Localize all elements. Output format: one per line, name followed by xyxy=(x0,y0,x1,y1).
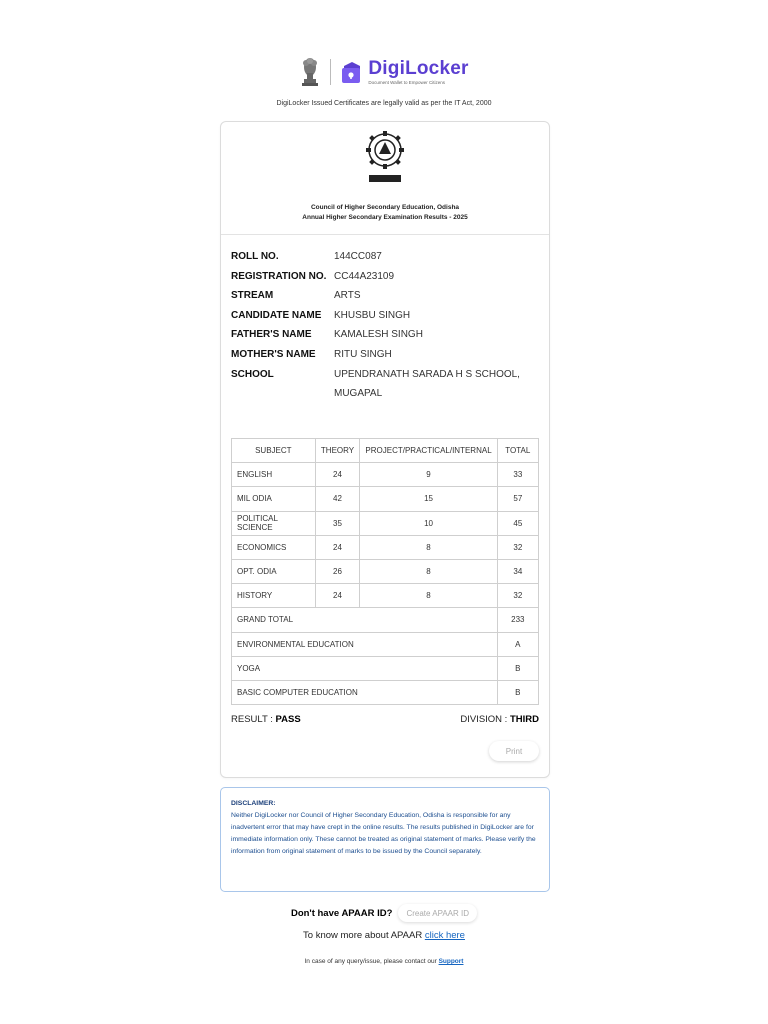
support-footer xyxy=(0,958,768,965)
info-label: SCHOOL xyxy=(231,368,274,380)
council-heading xyxy=(221,203,549,223)
apaar-question: Don't have APAAR ID? xyxy=(290,907,393,919)
grand-total-value: 233 xyxy=(497,608,538,632)
grade-subject: YOGA xyxy=(232,656,498,680)
grand-total-row xyxy=(232,608,539,632)
info-label: FATHER'S NAME xyxy=(231,329,312,341)
grade-value: B xyxy=(497,680,538,704)
theory-cell: 24 xyxy=(315,584,360,608)
internal-cell: 8 xyxy=(360,535,497,559)
disclaimer-text: Neither DigiLocker nor Council of Higher Secondary Education, Odisha is responsible for any inadvertent error that may have crept in the online results. The results published in DigiLocker are for immediate information only. These cannot be treated as original statement of marks. Please verify the information from original statement of marks to be issued by the Council separately. xyxy=(231,812,536,855)
grade-row xyxy=(232,632,539,656)
info-row-school xyxy=(231,365,541,404)
subject-cell: ENGLISH xyxy=(232,463,316,487)
table-row xyxy=(232,487,539,511)
council-seal-icon xyxy=(361,128,409,184)
table-row xyxy=(232,584,539,608)
total-cell: 32 xyxy=(497,584,538,608)
table-row xyxy=(232,535,539,559)
support-link[interactable]: Support xyxy=(438,958,464,965)
info-label: CANDIDATE NAME xyxy=(231,309,322,321)
info-label: REGISTRATION NO. xyxy=(231,270,327,282)
theory-cell: 24 xyxy=(315,463,360,487)
result-row xyxy=(231,714,539,725)
total-cell: 45 xyxy=(497,511,538,535)
info-label: MOTHER'S NAME xyxy=(231,348,316,360)
site-header xyxy=(0,54,768,90)
brand-tagline: Document Wallet to Empower Citizens xyxy=(368,79,446,85)
support-text: In case of any query/issue, please contact our xyxy=(304,958,437,965)
subject-cell: POLITICAL SCIENCE xyxy=(232,511,316,535)
info-value: CC44A23109 xyxy=(334,270,395,282)
marks-table xyxy=(231,438,539,705)
info-value: UPENDRANATH SARADA H S SCHOOL, MUGAPAL xyxy=(334,368,520,400)
info-label: ROLL NO. xyxy=(231,251,279,262)
column-header: SUBJECT xyxy=(232,439,316,463)
grade-value: B xyxy=(497,656,538,680)
card-header xyxy=(221,122,549,235)
division-label: DIVISION : xyxy=(460,714,508,725)
total-cell: 57 xyxy=(497,487,538,511)
info-row-father xyxy=(231,325,541,345)
grade-subject: ENVIRONMENTAL EDUCATION xyxy=(232,632,498,656)
subject-cell: HISTORY xyxy=(232,584,316,608)
national-emblem-icon xyxy=(299,55,321,89)
theory-cell: 26 xyxy=(315,559,360,583)
subject-cell: ECONOMICS xyxy=(232,535,316,559)
council-name: Council of Higher Secondary Education, Odisha xyxy=(310,204,460,211)
info-value: ARTS xyxy=(334,290,361,302)
apaar-click-here-link[interactable]: click here xyxy=(424,930,465,941)
column-header: THEORY xyxy=(315,439,360,463)
grand-total-label: GRAND TOTAL xyxy=(232,608,498,632)
column-header: TOTAL xyxy=(497,439,538,463)
info-row-registration xyxy=(231,267,541,287)
info-label: STREAM xyxy=(231,290,274,302)
info-value: 144CC087 xyxy=(334,251,382,262)
result-value: PASS xyxy=(275,714,301,725)
info-value: KHUSBU SINGH xyxy=(334,309,411,321)
grade-row xyxy=(232,656,539,680)
print-button[interactable]: Print xyxy=(489,741,539,761)
legal-notice: DigiLocker Issued Certificates are legally valid as per the IT Act, 2000 xyxy=(276,100,492,107)
total-cell: 32 xyxy=(497,535,538,559)
internal-cell: 15 xyxy=(360,487,497,511)
info-row-mother xyxy=(231,345,541,365)
apaar-info xyxy=(0,930,768,941)
internal-cell: 8 xyxy=(360,584,497,608)
apaar-prompt xyxy=(0,904,768,922)
theory-cell: 35 xyxy=(315,511,360,535)
info-row-candidate xyxy=(231,306,541,326)
total-cell: 34 xyxy=(497,559,538,583)
apaar-info-text: To know more about APAAR xyxy=(303,930,423,941)
disclaimer-heading: DISCLAIMER: xyxy=(231,800,276,807)
candidate-info xyxy=(231,247,541,404)
table-header-row xyxy=(232,439,539,463)
result xyxy=(231,714,301,725)
table-row xyxy=(232,463,539,487)
brand-name: DigiLocker xyxy=(368,57,469,79)
digilocker-logo-icon xyxy=(340,60,362,84)
logo-row xyxy=(0,54,768,90)
theory-cell: 24 xyxy=(315,535,360,559)
exam-title: Annual Higher Secondary Examination Results - 2025 xyxy=(302,214,468,221)
internal-cell: 8 xyxy=(360,559,497,583)
subject-cell: MIL ODIA xyxy=(232,487,316,511)
create-apaar-button[interactable]: Create APAAR ID xyxy=(398,904,477,922)
table-row xyxy=(232,559,539,583)
info-row-roll xyxy=(231,247,541,267)
column-header: PROJECT/PRACTICAL/INTERNAL xyxy=(360,439,497,463)
grade-value: A xyxy=(497,632,538,656)
info-value: RITU SINGH xyxy=(334,348,392,360)
result-card xyxy=(220,121,550,778)
grade-subject: BASIC COMPUTER EDUCATION xyxy=(232,680,498,704)
disclaimer-box xyxy=(220,787,550,892)
theory-cell: 42 xyxy=(315,487,360,511)
info-row-stream xyxy=(231,286,541,306)
grade-row xyxy=(232,680,539,704)
division xyxy=(460,714,539,725)
internal-cell: 9 xyxy=(360,463,497,487)
info-value: KAMALESH SINGH xyxy=(334,329,423,341)
table-row xyxy=(232,511,539,535)
division-value: THIRD xyxy=(509,714,539,725)
internal-cell: 10 xyxy=(360,511,497,535)
result-label: RESULT : xyxy=(231,714,273,725)
subject-cell: OPT. ODIA xyxy=(232,559,316,583)
logo-divider xyxy=(330,59,331,85)
total-cell: 33 xyxy=(497,463,538,487)
